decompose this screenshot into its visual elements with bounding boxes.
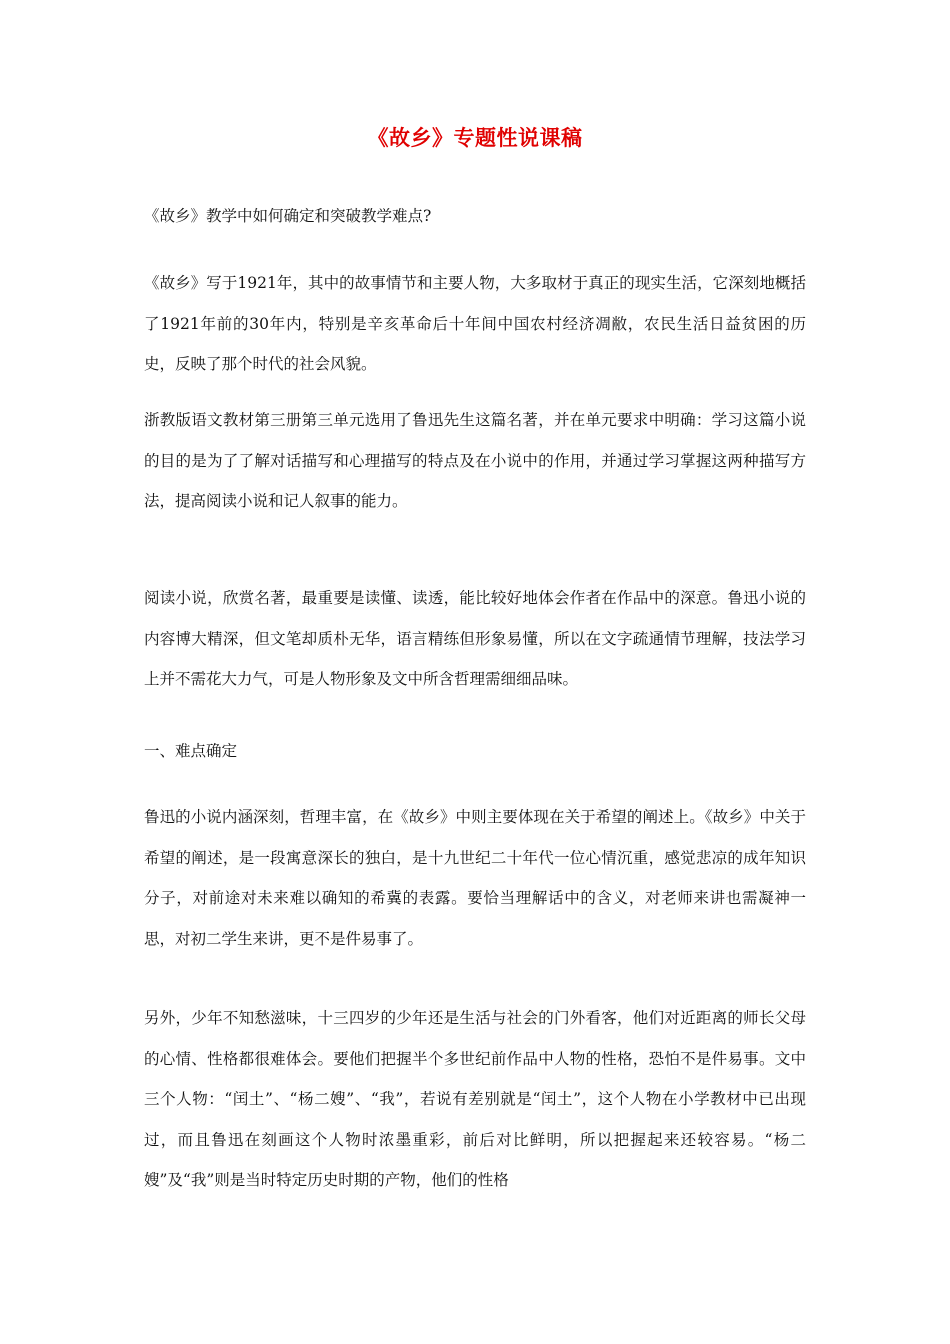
paragraph-textbook: 浙教版语文教材第三册第三单元选用了鲁迅先生这篇名著，并在单元要求中明确：学习这篇小说的目的是为了了解对话描写和心理描写的特点及在小说中的作用，并通过学习掌握这两种描写方法，提高阅读小说和记人叙事的能力。 (144, 411, 806, 510)
paragraph-background: 《故乡》写于1921年，其中的故事情节和主要人物，大多取材于真正的现实生活，它深刻地概括了1921年前的30年内，特别是辛亥革命后十年间中国农村经济凋敝，农民生活日益贫困的历史，反映了那个时代的社会风貌。 (144, 274, 806, 373)
document-title: 《故乡》专题性说课稿 (367, 126, 583, 150)
question-line: 《故乡》教学中如何确定和突破教学难点? (144, 207, 432, 225)
paragraph-characters: 另外，少年不知愁滋味，十三四岁的少年还是生活与社会的门外看客，他们对近距离的师长父母的心情、性格都很难体会。要他们把握半个多世纪前作品中人物的性格，恐怕不是件易事。文中三个人物：“闰土”、“杨二嫂”、“我”，若说有差别就是“闰土”，这个人物在小学教材中已出现过，而且鲁迅在刻画这个人物时浓墨重彩，前后对比鲜明，所以把握起来还较容易。“杨二嫂”及“我”则是当时特定历史时期的产物，他们的性格 (144, 1009, 806, 1189)
paragraph-reading: 阅读小说，欣赏名著，最重要是读懂、读透，能比较好地体会作者在作品中的深意。鲁迅小说的内容博大精深，但文笔却质朴无华，语言精练但形象易懂，所以在文字疏通情节理解，技法学习上并不需花大力气，可是人物形象及文中所含哲理需细细品味。 (144, 589, 806, 688)
paragraph-hope: 鲁迅的小说内涵深刻，哲理丰富，在《故乡》中则主要体现在关于希望的阐述上。《故乡》中关于希望的阐述，是一段寓意深长的独白，是十九世纪二十年代一位心情沉重，感觉悲凉的成年知识分子，对前途对未来难以确知的希冀的表露。要恰当理解话中的含义，对老师来讲也需凝神一思，对初二学生来讲，更不是件易事了。 (144, 808, 806, 948)
section-heading-difficulty: 一、难点确定 (144, 742, 238, 760)
